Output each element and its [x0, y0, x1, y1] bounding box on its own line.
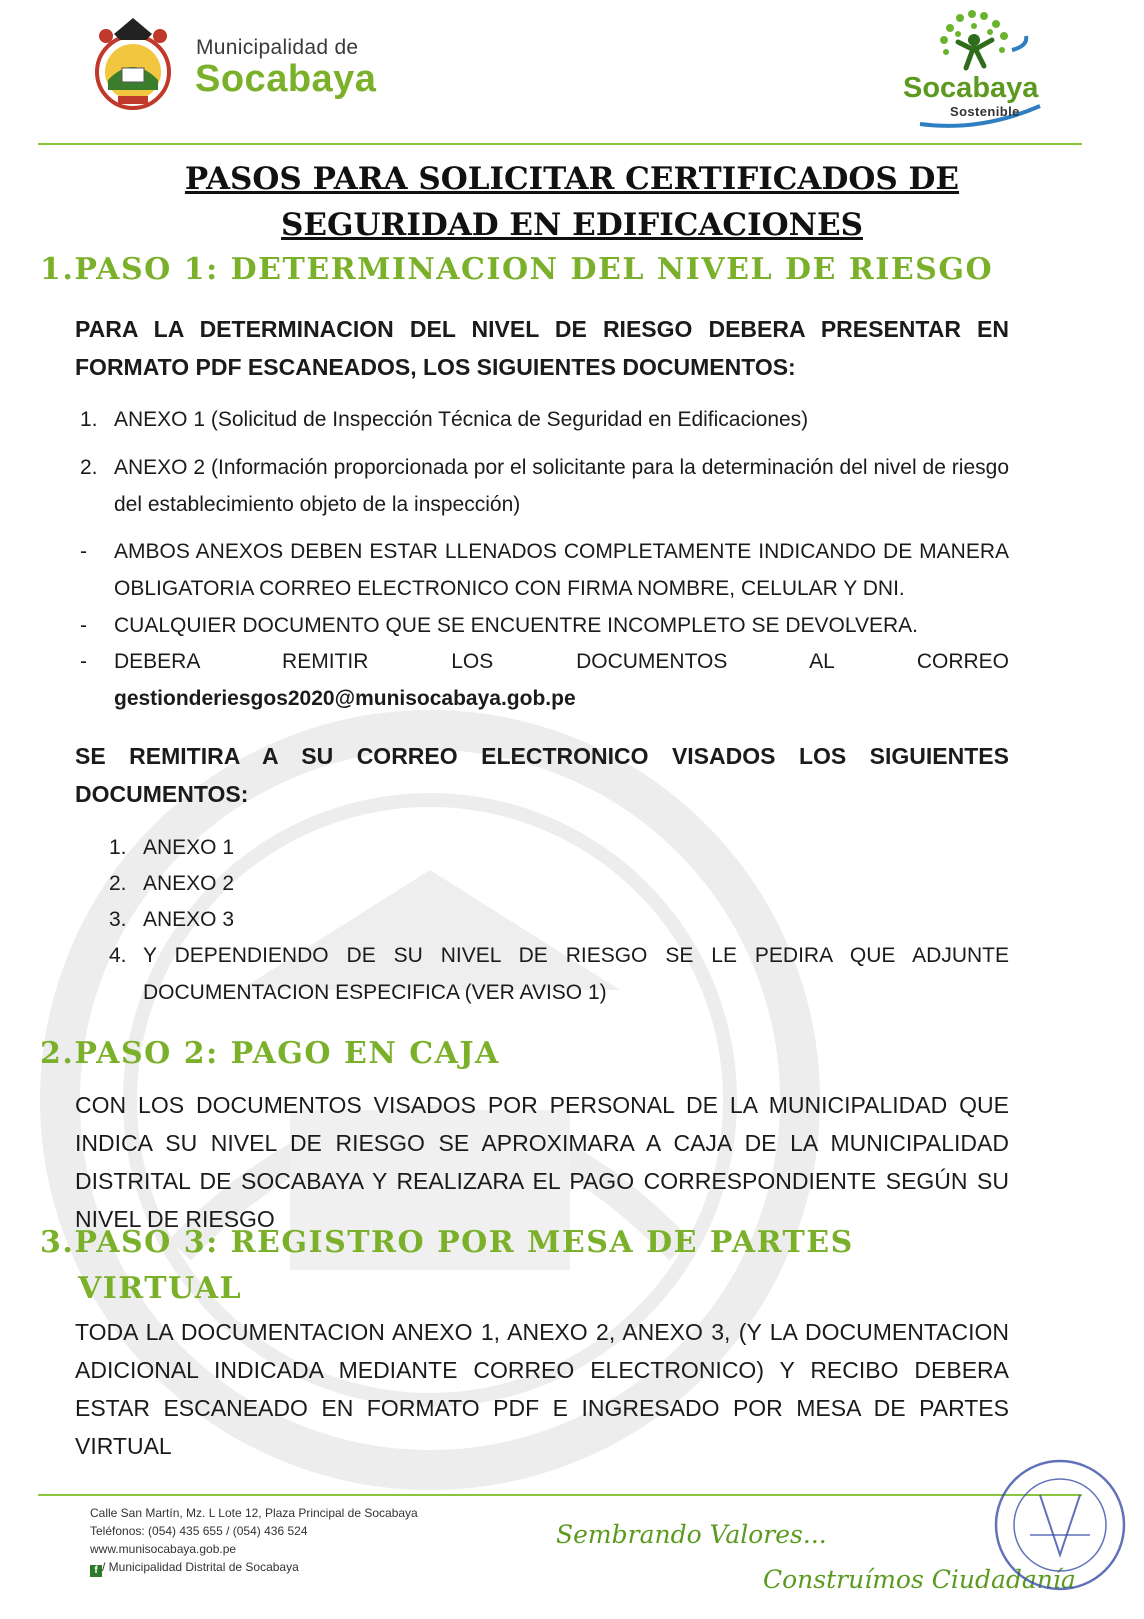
- facebook-icon: f: [90, 1565, 102, 1577]
- document-title-line1: PASOS PARA SOLICITAR CERTIFICADOS DE: [184, 161, 960, 197]
- list-item-text: DEBERA REMITIR LOS DOCUMENTOS AL CORREO: [114, 650, 1009, 673]
- list-marker: -: [80, 650, 87, 673]
- list-marker: 2.: [80, 456, 98, 479]
- slogan-line2: Construímos Ciudadanía: [763, 1565, 1076, 1594]
- step1-note-2: [80, 607, 1009, 644]
- footer-facebook[interactable]: [90, 1558, 520, 1577]
- step2-text: CON LOS DOCUMENTOS VISADOS POR PERSONAL DE LA MUNICIPALIDAD QUE INDICA SU NIVEL DE RIESGO SE APROXIMARA A CAJA DE LA MUNICIPALIDAD DISTRITAL DE SOCABAYA Y REALIZARA EL PAGO CORRESPONDIENTE SEGÚN SU NIVEL DE RIESGO: [75, 1092, 1009, 1232]
- list-marker: 1.: [109, 836, 127, 859]
- sostenible-brand-name: Socabaya: [903, 72, 1039, 104]
- footer-phones: Teléfonos: (054) 435 655 / (054) 436 524: [90, 1524, 308, 1538]
- list-item-text: ANEXO 2 (Información proporcionada por el solicitante para la determinación del nivel de riesgo del establecimiento objeto de la inspección): [114, 456, 1009, 516]
- step3-heading-line2: VIRTUAL: [78, 1271, 243, 1306]
- step3-text: TODA LA DOCUMENTACION ANEXO 1, ANEXO 2, ANEXO 3, (Y LA DOCUMENTACION ADICIONAL INDICADA MEDIANTE CORREO ELECTRONICO) Y RECIBO DEBERA ESTAR ESCANEADO EN FORMATO PDF E INGRESADO POR MESA DE PARTES VIRTUAL: [75, 1319, 1009, 1459]
- list-marker: 4.: [109, 944, 127, 967]
- list-marker: 1.: [80, 408, 98, 431]
- list-item-text: Y DEPENDIENDO DE SU NIVEL DE RIESGO SE LE PEDIRA QUE ADJUNTE DOCUMENTACION ESPECIFICA (VER AVISO 1): [143, 944, 1009, 1004]
- step1-number: 1.: [40, 252, 75, 287]
- list-item-text: ANEXO 1 (Solicitud de Inspección Técnica de Seguridad en Edificaciones): [114, 408, 809, 431]
- step1-doc-1: [80, 401, 1009, 438]
- document-title-line2: SEGURIDAD EN EDIFICACIONES: [281, 207, 863, 243]
- step1-reply-intro: SE REMITIRA A SU CORREO ELECTRONICO VISADOS LOS SIGUIENTES DOCUMENTOS:: [75, 743, 1009, 807]
- step3-heading: [40, 1220, 854, 1312]
- list-item-text: AMBOS ANEXOS DEBEN ESTAR LLENADOS COMPLETAMENTE INDICANDO DE MANERA OBLIGATORIA CORREO ELECTRONICO CON FIRMA NOMBRE, CELULAR Y DNI.: [114, 540, 1009, 600]
- footer-facebook-label: / Municipalidad Distrital de Socabaya: [102, 1560, 299, 1574]
- sostenible-brand-sub: Sostenible: [950, 104, 1020, 119]
- official-stamp: [990, 1455, 1130, 1595]
- list-marker: 3.: [109, 908, 127, 931]
- footer-divider: [38, 1494, 1082, 1496]
- reply-doc-4: [109, 937, 1009, 1011]
- list-item-text: ANEXO 3: [143, 908, 235, 931]
- step3-heading-line1: PASO 3: REGISTRO POR MESA DE PARTES: [74, 1225, 854, 1260]
- municipality-label: Municipalidad de: [196, 36, 359, 59]
- list-item-text: ANEXO 1: [143, 836, 235, 859]
- step3-number: 3.: [40, 1225, 75, 1260]
- list-marker: 2.: [109, 872, 127, 895]
- slogan-line1: Sembrando Valores...: [556, 1520, 827, 1549]
- reply-doc-3: [109, 901, 1009, 938]
- reply-doc-1: [109, 829, 1009, 866]
- list-item-text: ANEXO 2: [143, 872, 235, 895]
- step2-number: 2.: [40, 1036, 75, 1071]
- list-marker: -: [80, 614, 87, 637]
- document-title: [60, 156, 1084, 248]
- step1-heading: [40, 252, 993, 287]
- municipality-crest-logo: [92, 14, 174, 114]
- footer-address: Calle San Martín, Mz. L Lote 12, Plaza Principal de Socabaya: [90, 1506, 418, 1520]
- reply-doc-2: [109, 865, 1009, 902]
- list-item-text: CUALQUIER DOCUMENTO QUE SE ENCUENTRE INCOMPLETO SE DEVOLVERA.: [114, 614, 918, 637]
- contact-email-link[interactable]: gestionderiesgos2020@munisocabaya.gob.pe: [114, 687, 576, 710]
- list-marker: -: [80, 540, 87, 563]
- municipality-name: Socabaya: [195, 58, 377, 100]
- step1-intro: PARA LA DETERMINACION DEL NIVEL DE RIESGO DEBERA PRESENTAR EN FORMATO PDF ESCANEADOS, LOS SIGUIENTES DOCUMENTOS:: [75, 316, 1009, 380]
- step2-heading: [40, 1036, 500, 1071]
- footer-website[interactable]: www.munisocabaya.gob.pe: [90, 1542, 237, 1556]
- step1-heading-text: PASO 1: DETERMINACION DEL NIVEL DE RIESGO: [74, 252, 994, 287]
- step1-note-1: [80, 533, 1009, 607]
- header-divider: [38, 143, 1082, 145]
- footer-contact: [90, 1504, 520, 1577]
- step2-heading-text: PASO 2: PAGO EN CAJA: [74, 1036, 500, 1071]
- step1-note-3: [80, 643, 1009, 680]
- step1-doc-2: [80, 449, 1009, 523]
